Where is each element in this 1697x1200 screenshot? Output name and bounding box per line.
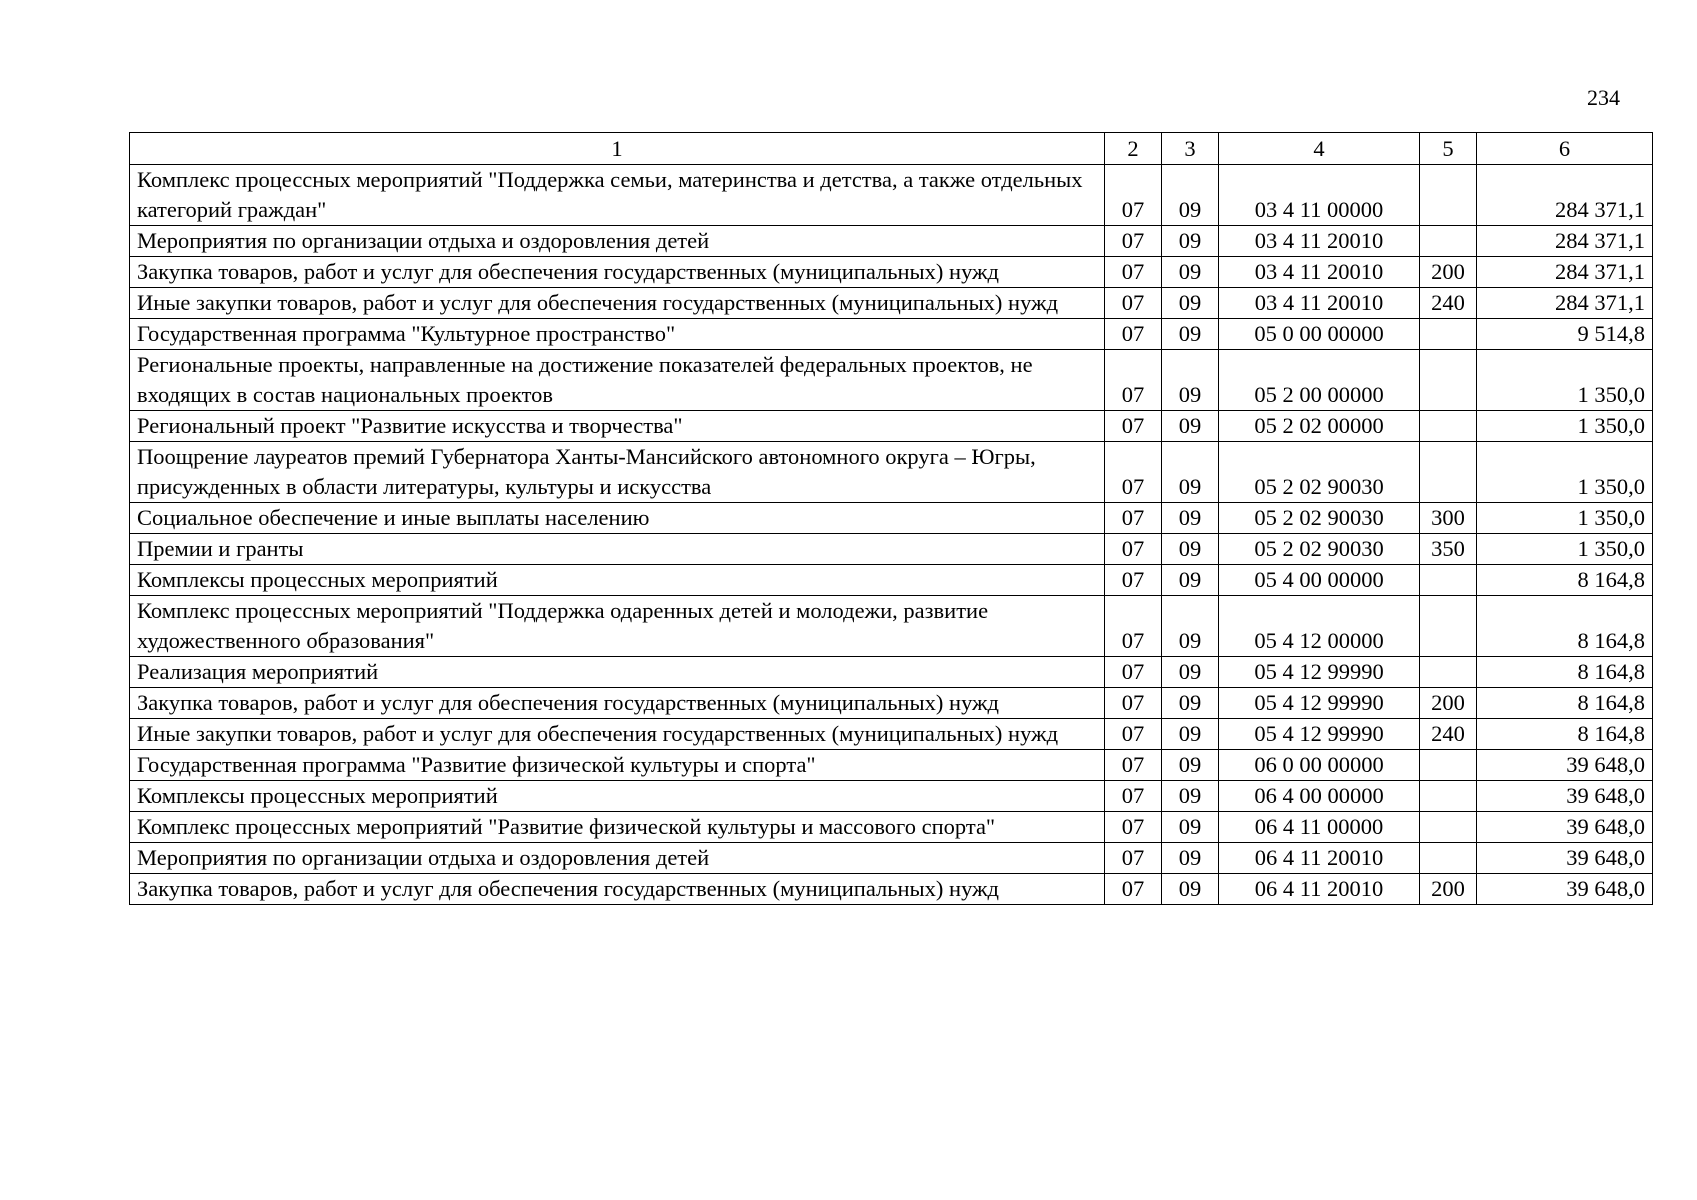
expense-type-cell <box>1420 812 1477 843</box>
row-name-cell: Иные закупки товаров, работ и услуг для обеспечения государственных (муниципальных) нужд <box>130 719 1105 750</box>
section-code-cell: 07 <box>1105 657 1162 688</box>
table-row <box>130 503 1653 534</box>
section-code-cell: 07 <box>1105 750 1162 781</box>
table-row <box>130 843 1653 874</box>
amount-cell: 284 371,1 <box>1477 257 1653 288</box>
table-row <box>130 350 1653 411</box>
subsection-code-cell: 09 <box>1162 165 1219 226</box>
amount-cell: 8 164,8 <box>1477 565 1653 596</box>
expense-type-cell <box>1420 750 1477 781</box>
subsection-code-cell: 09 <box>1162 257 1219 288</box>
subsection-code-cell: 09 <box>1162 781 1219 812</box>
target-article-cell: 05 0 00 00000 <box>1219 319 1420 350</box>
row-name-cell: Реализация мероприятий <box>130 657 1105 688</box>
expense-type-cell <box>1420 411 1477 442</box>
row-name-cell: Государственная программа "Культурное пространство" <box>130 319 1105 350</box>
amount-cell: 39 648,0 <box>1477 874 1653 905</box>
column-header: 4 <box>1219 133 1420 165</box>
section-code-cell: 07 <box>1105 165 1162 226</box>
target-article-cell: 05 2 02 90030 <box>1219 534 1420 565</box>
section-code-cell: 07 <box>1105 257 1162 288</box>
section-code-cell: 07 <box>1105 719 1162 750</box>
target-article-cell: 05 2 02 00000 <box>1219 411 1420 442</box>
subsection-code-cell: 09 <box>1162 688 1219 719</box>
column-header: 1 <box>130 133 1105 165</box>
subsection-code-cell: 09 <box>1162 596 1219 657</box>
row-name-cell: Мероприятия по организации отдыха и оздоровления детей <box>130 226 1105 257</box>
row-name-cell: Закупка товаров, работ и услуг для обеспечения государственных (муниципальных) нужд <box>130 688 1105 719</box>
amount-cell: 1 350,0 <box>1477 534 1653 565</box>
expense-type-cell: 300 <box>1420 503 1477 534</box>
target-article-cell: 03 4 11 20010 <box>1219 288 1420 319</box>
amount-cell: 39 648,0 <box>1477 750 1653 781</box>
table-row <box>130 719 1653 750</box>
table-row <box>130 565 1653 596</box>
target-article-cell: 03 4 11 20010 <box>1219 257 1420 288</box>
table-row <box>130 534 1653 565</box>
expense-type-cell <box>1420 226 1477 257</box>
expense-type-cell: 200 <box>1420 874 1477 905</box>
table-row <box>130 657 1653 688</box>
expense-type-cell <box>1420 843 1477 874</box>
table-row <box>130 812 1653 843</box>
row-name-cell: Комплексы процессных мероприятий <box>130 565 1105 596</box>
budget-table <box>129 132 1653 905</box>
amount-cell: 39 648,0 <box>1477 812 1653 843</box>
table-row <box>130 781 1653 812</box>
target-article-cell: 05 4 12 00000 <box>1219 596 1420 657</box>
row-name-cell: Мероприятия по организации отдыха и оздоровления детей <box>130 843 1105 874</box>
section-code-cell: 07 <box>1105 781 1162 812</box>
target-article-cell: 05 4 12 99990 <box>1219 719 1420 750</box>
table-row <box>130 319 1653 350</box>
expense-type-cell <box>1420 319 1477 350</box>
amount-cell: 39 648,0 <box>1477 781 1653 812</box>
section-code-cell: 07 <box>1105 843 1162 874</box>
section-code-cell: 07 <box>1105 534 1162 565</box>
target-article-cell: 05 4 12 99990 <box>1219 657 1420 688</box>
subsection-code-cell: 09 <box>1162 874 1219 905</box>
section-code-cell: 07 <box>1105 503 1162 534</box>
section-code-cell: 07 <box>1105 350 1162 411</box>
row-name-cell: Комплекс процессных мероприятий "Поддержка одаренных детей и молодежи, развитие художественного образования" <box>130 596 1105 657</box>
amount-cell: 1 350,0 <box>1477 411 1653 442</box>
subsection-code-cell: 09 <box>1162 503 1219 534</box>
expense-type-cell: 200 <box>1420 257 1477 288</box>
row-name-cell: Социальное обеспечение и иные выплаты населению <box>130 503 1105 534</box>
target-article-cell: 05 2 02 90030 <box>1219 442 1420 503</box>
amount-cell: 284 371,1 <box>1477 226 1653 257</box>
row-name-cell: Закупка товаров, работ и услуг для обеспечения государственных (муниципальных) нужд <box>130 257 1105 288</box>
target-article-cell: 06 4 00 00000 <box>1219 781 1420 812</box>
amount-cell: 9 514,8 <box>1477 319 1653 350</box>
target-article-cell: 06 4 11 20010 <box>1219 874 1420 905</box>
section-code-cell: 07 <box>1105 565 1162 596</box>
expense-type-cell <box>1420 565 1477 596</box>
subsection-code-cell: 09 <box>1162 534 1219 565</box>
amount-cell: 284 371,1 <box>1477 165 1653 226</box>
subsection-code-cell: 09 <box>1162 565 1219 596</box>
amount-cell: 8 164,8 <box>1477 657 1653 688</box>
subsection-code-cell: 09 <box>1162 657 1219 688</box>
expense-type-cell <box>1420 165 1477 226</box>
row-name-cell: Региональный проект "Развитие искусства и творчества" <box>130 411 1105 442</box>
table-header-row <box>130 133 1653 165</box>
target-article-cell: 06 4 11 00000 <box>1219 812 1420 843</box>
column-header: 2 <box>1105 133 1162 165</box>
table-row <box>130 257 1653 288</box>
subsection-code-cell: 09 <box>1162 411 1219 442</box>
subsection-code-cell: 09 <box>1162 350 1219 411</box>
row-name-cell: Комплекс процессных мероприятий "Развитие физической культуры и массового спорта" <box>130 812 1105 843</box>
row-name-cell: Премии и гранты <box>130 534 1105 565</box>
column-header: 3 <box>1162 133 1219 165</box>
amount-cell: 8 164,8 <box>1477 688 1653 719</box>
table-row <box>130 874 1653 905</box>
expense-type-cell <box>1420 781 1477 812</box>
subsection-code-cell: 09 <box>1162 719 1219 750</box>
subsection-code-cell: 09 <box>1162 843 1219 874</box>
table-row <box>130 165 1653 226</box>
row-name-cell: Закупка товаров, работ и услуг для обеспечения государственных (муниципальных) нужд <box>130 874 1105 905</box>
page-number: 234 <box>1587 85 1620 110</box>
row-name-cell: Поощрение лауреатов премий Губернатора Ханты-Мансийского автономного округа – Югры, присужденных в области литературы, культуры и искусства <box>130 442 1105 503</box>
row-name-cell: Государственная программа "Развитие физической культуры и спорта" <box>130 750 1105 781</box>
target-article-cell: 05 2 00 00000 <box>1219 350 1420 411</box>
expense-type-cell <box>1420 350 1477 411</box>
subsection-code-cell: 09 <box>1162 442 1219 503</box>
section-code-cell: 07 <box>1105 874 1162 905</box>
row-name-cell: Комплексы процессных мероприятий <box>130 781 1105 812</box>
section-code-cell: 07 <box>1105 688 1162 719</box>
expense-type-cell: 240 <box>1420 288 1477 319</box>
section-code-cell: 07 <box>1105 596 1162 657</box>
column-header: 5 <box>1420 133 1477 165</box>
target-article-cell: 05 2 02 90030 <box>1219 503 1420 534</box>
subsection-code-cell: 09 <box>1162 319 1219 350</box>
section-code-cell: 07 <box>1105 411 1162 442</box>
table-row <box>130 442 1653 503</box>
section-code-cell: 07 <box>1105 319 1162 350</box>
amount-cell: 1 350,0 <box>1477 503 1653 534</box>
table-row <box>130 288 1653 319</box>
amount-cell: 284 371,1 <box>1477 288 1653 319</box>
amount-cell: 1 350,0 <box>1477 350 1653 411</box>
table-row <box>130 688 1653 719</box>
section-code-cell: 07 <box>1105 288 1162 319</box>
subsection-code-cell: 09 <box>1162 288 1219 319</box>
amount-cell: 8 164,8 <box>1477 596 1653 657</box>
amount-cell: 8 164,8 <box>1477 719 1653 750</box>
section-code-cell: 07 <box>1105 226 1162 257</box>
expense-type-cell: 200 <box>1420 688 1477 719</box>
row-name-cell: Комплекс процессных мероприятий "Поддержка семьи, материнства и детства, а также отдельных категорий граждан" <box>130 165 1105 226</box>
target-article-cell: 06 4 11 20010 <box>1219 843 1420 874</box>
table-row <box>130 411 1653 442</box>
target-article-cell: 05 4 00 00000 <box>1219 565 1420 596</box>
target-article-cell: 05 4 12 99990 <box>1219 688 1420 719</box>
target-article-cell: 03 4 11 20010 <box>1219 226 1420 257</box>
table-row <box>130 226 1653 257</box>
amount-cell: 1 350,0 <box>1477 442 1653 503</box>
row-name-cell: Иные закупки товаров, работ и услуг для обеспечения государственных (муниципальных) нужд <box>130 288 1105 319</box>
subsection-code-cell: 09 <box>1162 750 1219 781</box>
table-row <box>130 596 1653 657</box>
subsection-code-cell: 09 <box>1162 812 1219 843</box>
expense-type-cell <box>1420 657 1477 688</box>
expense-type-cell <box>1420 596 1477 657</box>
target-article-cell: 06 0 00 00000 <box>1219 750 1420 781</box>
column-header: 6 <box>1477 133 1653 165</box>
target-article-cell: 03 4 11 00000 <box>1219 165 1420 226</box>
expense-type-cell <box>1420 442 1477 503</box>
expense-type-cell: 350 <box>1420 534 1477 565</box>
row-name-cell: Региональные проекты, направленные на достижение показателей федеральных проектов, не входящих в состав национальных проектов <box>130 350 1105 411</box>
amount-cell: 39 648,0 <box>1477 843 1653 874</box>
section-code-cell: 07 <box>1105 442 1162 503</box>
subsection-code-cell: 09 <box>1162 226 1219 257</box>
table-row <box>130 750 1653 781</box>
expense-type-cell: 240 <box>1420 719 1477 750</box>
section-code-cell: 07 <box>1105 812 1162 843</box>
